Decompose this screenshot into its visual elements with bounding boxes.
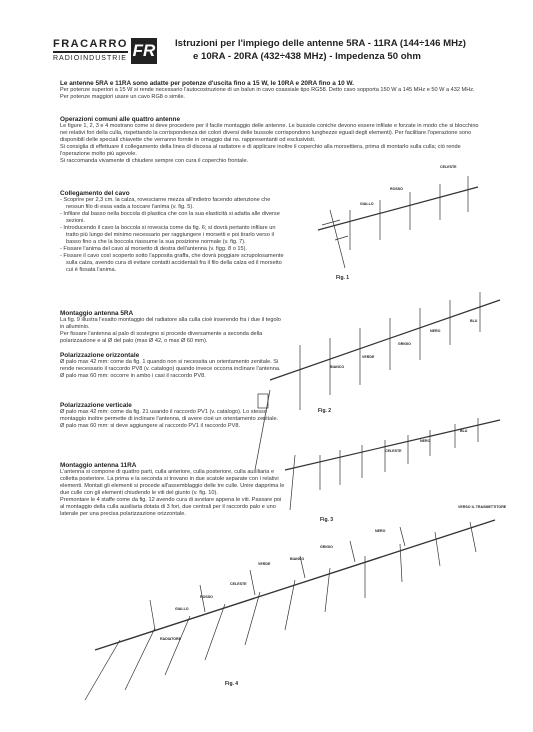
title-line-1: Istruzioni per l'impiego delle antenne 5RA - 11RA (144÷146 MHz) <box>175 38 466 49</box>
horiz-paragraph-2: Ø palo max 60 mm: occorre in ambo i casi il raccordo PV8. <box>60 373 206 379</box>
fig1-label-giallo: GIALLO <box>360 202 374 206</box>
mount11-paragraph-1: L'antenna si compone di quattro parti, culla anteriore, culla posteriore, culla ausiliaria e colletta posteriore. La prima e la seconda si trovano in due scatole separate con i relativi elementi. Montati gli elementi si procede all'assemblaggio delle tre culle. Unire dapprima le due culle con gli elementi chiudendo le viti del giunto (v. fig. 10). <box>60 469 285 496</box>
horiz-heading: Polarizzazione orizzontale <box>60 352 140 359</box>
cable-item-4: - Fissare l'anima del cavo al morsetto di destra dell'antenna (v. figg. 8 o 15). <box>60 246 248 252</box>
fig3-label-nero: NERO <box>420 439 431 443</box>
mount11-heading: Montaggio antenna 11RA <box>60 462 137 469</box>
fig4-label-celeste: CELESTE <box>230 582 247 586</box>
fig4-label-verde: VERDE <box>258 562 271 566</box>
fig2-antenna-drawing <box>255 292 500 470</box>
mount5-paragraph-1: La fig. 9 illustra l'esatto montaggio del radiatore alla culla cioè inserendo fra i due il tegolo in alluminio. <box>60 317 281 330</box>
mount5-heading: Montaggio antenna 5RA <box>60 310 134 317</box>
fig4-label-verso-trasmettitore: VERSO IL TRASMETTITORE <box>458 505 507 509</box>
fig1-label-celeste: CELESTE <box>440 165 457 169</box>
fig3-antenna-drawing <box>285 418 500 510</box>
logo-brand-top: FRACARRO <box>53 38 128 50</box>
ops-paragraph-2: Si consiglia di effettuare il collegamento della linea di discesa al radiatore e di applicare inoltre il coperchio alla morsettiera, prima di montarlo sulla culla; ciò rende l'operazione molto più agevole. <box>60 144 461 157</box>
fig3-label-blu: BLU <box>460 429 468 433</box>
vert-paragraph-2: Ø palo max 60 mm: si deve aggiungere al raccordo PV1 il raccordo PV8. <box>60 423 241 429</box>
fig4-antenna-drawing <box>85 520 495 700</box>
fig3-caption: Fig. 3 <box>320 517 334 523</box>
ops-paragraph-3: Si raccomanda vivamente di chiudere sempre con cura il coperchio frontale. <box>60 158 249 164</box>
fig2-label-grigio: GRIGIO <box>398 342 411 346</box>
vert-paragraph-1: Ø palo max 42 mm: come da fig. 21 usando il raccordo PV1 (v. catalogo). Lo stesso montaggio inoltre permette di inclinare l'antenna, di avere cioè un orientamento zenitale. <box>60 409 279 422</box>
fig4-label-bianco: BIANCO <box>290 557 305 561</box>
fig2-label-blu: BLU <box>470 319 478 323</box>
fig4-label-giallo: GIALLO <box>175 607 189 611</box>
cable-item-2: - Infilare dal basso nella boccola di plastica che con la sua elasticità si adatta alle diverse sezioni. <box>60 211 280 224</box>
fig2-label-bianco: BIANCO <box>330 365 345 369</box>
mount11-paragraph-2: Premontare le 4 staffe come da fig. 12 avendo cura di avvitare appena le viti. Passare poi al montaggio della culla ausiliaria dotata di 3 fori, due centrali per il raccordo palo e uno laterale per una precisa polarizzazione orizzontale. <box>60 497 282 517</box>
cable-heading: Collegamento del cavo <box>60 190 130 197</box>
intro-heading: Le antenne 5RA e 11RA sono adatte per potenze d'uscita fino a 15 W, le 10RA e 20RA fino a 10 W. <box>60 80 354 87</box>
mount5-paragraph-2: Per fissare l'antenna al palo di sostegno si procede diversamente a seconda della polarizzazione e al Ø del palo (max Ø 42, o max Ø 60 mm). <box>60 331 263 344</box>
ops-heading: Operazioni comuni alle quattro antenne <box>60 116 181 123</box>
horiz-paragraph-1: Ø palo max 42 mm: come da fig. 1 quando non si necessita un orientamento zenitale. Si rende necessario il raccordo PV8 (v. catalogo) quando invece occorra inclinare l'antenna. <box>60 359 281 372</box>
intro-paragraph-1: Per potenze superiori a 15 W si rende necessario l'autocostruzione di un balun in cavo coassiale tipo RG58. Detto cavo sopporta 150 W a 145 MHz e 50 W a 432 MHz. <box>60 87 475 93</box>
fig4-label-grigio: GRIGIO <box>320 545 333 549</box>
fig2-label-verde: VERDE <box>362 355 375 359</box>
logo-mark: FR <box>131 38 157 64</box>
fig4-label-rosso: ROSSO <box>200 595 213 599</box>
fig1-label-rosso: ROSSO <box>390 187 403 191</box>
cable-item-5: - Fissare il cavo così scoperto sotto l'apposita graffa, che dovrà poggiare scrupolosamente sulla calza, avendo cura di evitare contatti accidentali fra il filo della calza ed il morsetto cui è fissata l'anima. <box>60 253 284 273</box>
intro-paragraph-2: Per potenze maggiori usare un cavo RG8 o simile. <box>60 94 185 100</box>
vert-heading: Polarizzazione verticale <box>60 402 132 409</box>
fig4-label-radiatore: RADIATORE <box>160 637 182 641</box>
fig2-label-nero: NERO <box>430 329 441 333</box>
fig2-caption: Fig. 2 <box>318 408 332 414</box>
fig3-label-celeste: CELESTE <box>385 449 402 453</box>
fig1-caption: Fig. 1 <box>336 275 350 281</box>
title-line-2: e 10RA - 20RA (432÷438 MHz) - Impedenza 50 ohm <box>193 50 421 62</box>
ops-paragraph-1: Le figure 1, 2, 3 e 4 mostrano come si deve procedere per il facile montaggio delle antenne. Le bussole coniche devono essere infilate e forzate in modo che si blocchino nei relativi fori della culla, rispettando la corrispondenza dei colori diversi delle bussole corrispondono lunghezze eguali degli elementi). Per facilitare l'operazione sono disponibili delle speciali chiavette che verranno fornite in omaggio dai ns. rappresentanti od esclusivisti. <box>60 123 479 143</box>
fig4-label-nero: NERO <box>375 529 386 533</box>
cable-item-3: - Introducendo il cavo la boccola si rovescia come da fig. 6; si dovrà pertanto infilare un tratto più lungo del minimo necessario per raggiungere i morsetti e poi tirarlo verso il basso fino a che la boccola riassume la sua posizione normale (v. fig. 7). <box>60 225 276 245</box>
cable-item-1: - Scoprire per 2,3 cm. la calza, rovesciarne mezza all'indietro facendo attenzione che nessun filo di essa vada a toccare l'anima (v. fig. 5). <box>60 197 271 210</box>
logo-brand-bottom: RADIOINDUSTRIE <box>53 55 127 62</box>
fig4-caption: Fig. 4 <box>225 681 239 687</box>
